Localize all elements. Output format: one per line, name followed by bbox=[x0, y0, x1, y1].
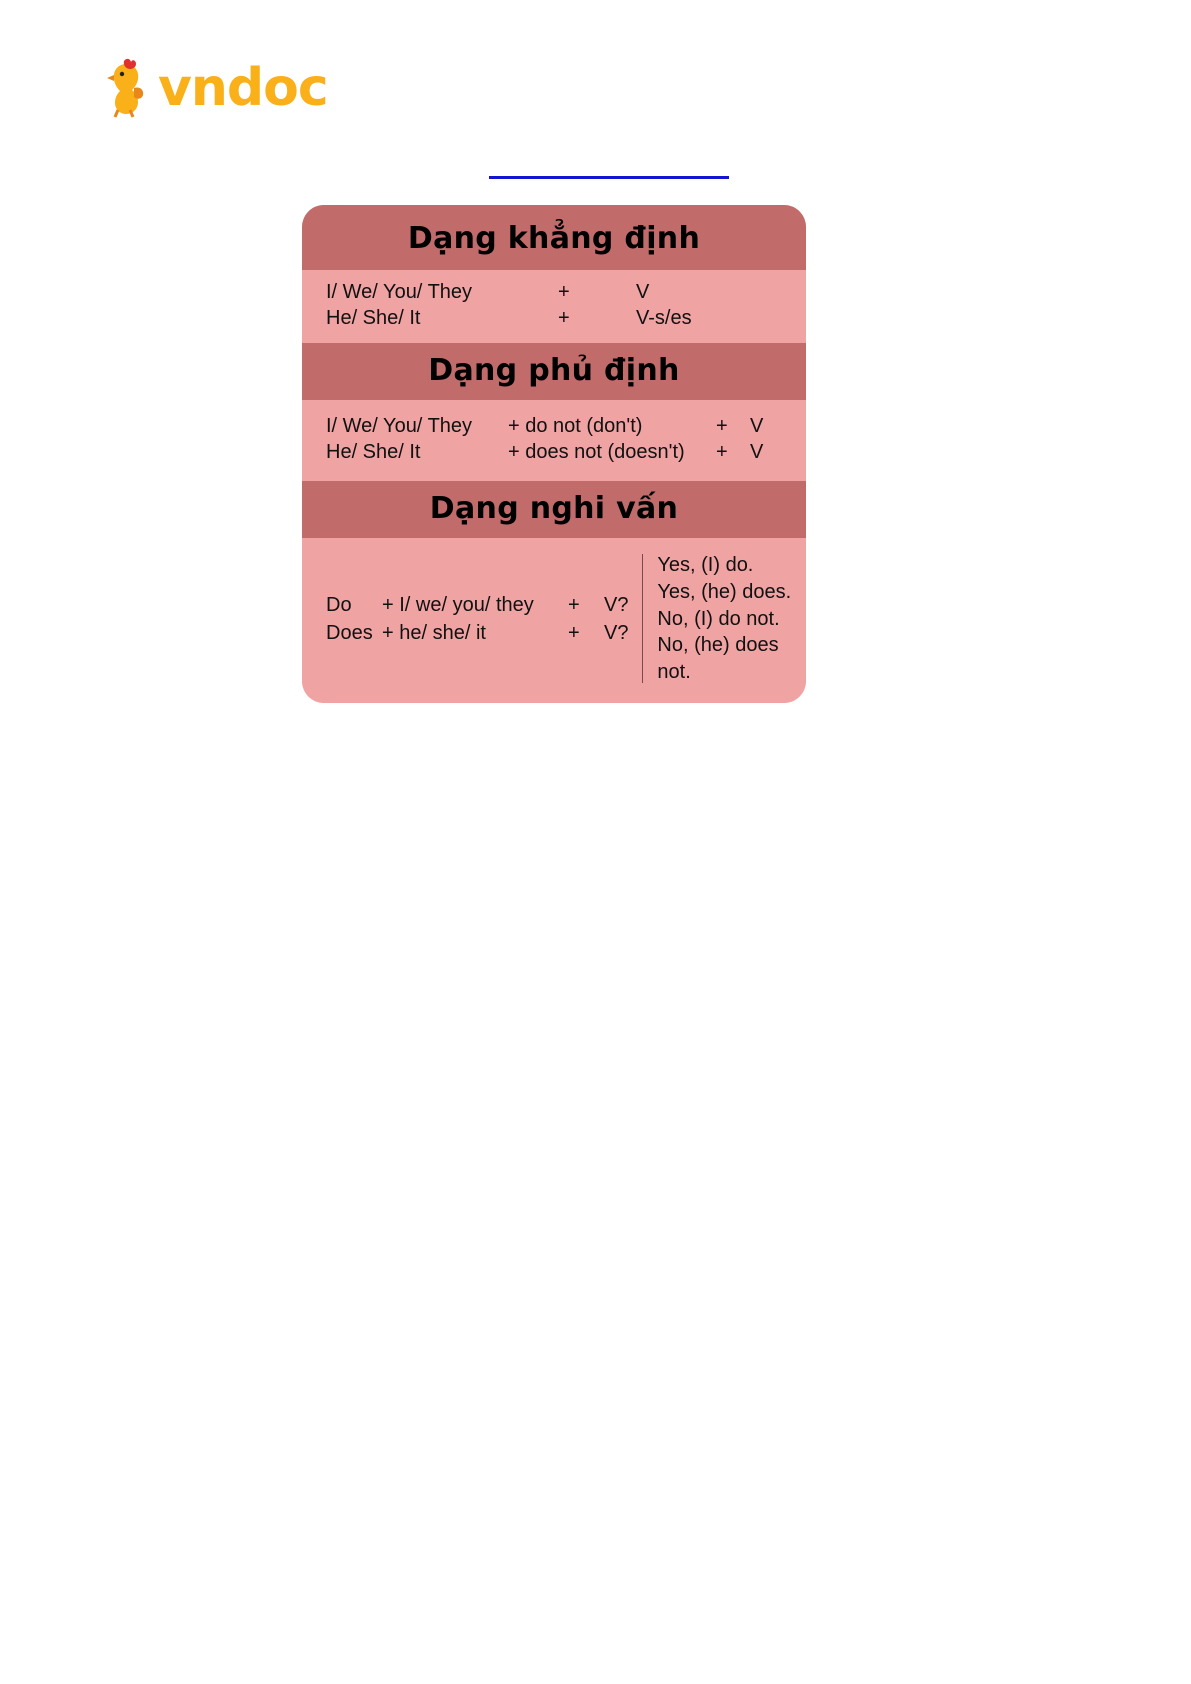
subject-cell: I/ We/ You/ They bbox=[326, 415, 473, 438]
subject-cell: I/ We/ You/ They bbox=[326, 281, 473, 303]
subject-cell: + he/ she/ it bbox=[382, 621, 486, 644]
auxiliary-cell: + does not (doesn't) bbox=[508, 440, 685, 463]
operator-cell: + bbox=[568, 621, 580, 644]
question-row bbox=[326, 619, 628, 647]
negative-row bbox=[326, 414, 806, 440]
verb-cell: V bbox=[636, 281, 650, 303]
question-heading: Dạng nghi vấn bbox=[302, 481, 806, 538]
operator-cell: + bbox=[568, 593, 580, 616]
auxiliary-cell: Do bbox=[326, 593, 352, 616]
operator-cell: + bbox=[716, 415, 728, 438]
verb-cell: V-s/es bbox=[636, 306, 692, 329]
verb-cell: V bbox=[750, 415, 764, 438]
operator-cell: + bbox=[558, 306, 570, 329]
negative-heading: Dạng phủ định bbox=[302, 343, 806, 400]
auxiliary-cell: Does bbox=[326, 621, 373, 644]
operator-cell: + bbox=[716, 440, 728, 463]
question-row bbox=[326, 591, 628, 619]
question-structures bbox=[326, 591, 642, 647]
short-answer-item: No, (I) do not. bbox=[657, 607, 780, 630]
tense-structure-card bbox=[302, 205, 806, 703]
verb-cell: V bbox=[750, 440, 764, 463]
affirmative-row bbox=[326, 280, 806, 306]
verb-cell: V? bbox=[604, 621, 629, 644]
chicken-mascot-icon bbox=[104, 58, 150, 118]
affirmative-heading: Dạng khẳng định bbox=[302, 205, 806, 270]
section-divider bbox=[489, 176, 729, 179]
subject-cell: He/ She/ It bbox=[326, 440, 421, 463]
operator-cell: + bbox=[558, 281, 570, 303]
short-answer-item: Yes, (I) do. bbox=[657, 554, 754, 577]
auxiliary-cell: + do not (don't) bbox=[508, 415, 643, 438]
question-body bbox=[302, 538, 806, 703]
site-logo bbox=[104, 58, 328, 118]
negative-row bbox=[326, 440, 806, 466]
negative-body bbox=[302, 400, 806, 481]
subject-cell: He/ She/ It bbox=[326, 306, 421, 329]
brand-name: vndoc bbox=[158, 58, 328, 118]
subject-cell: + I/ we/ you/ they bbox=[382, 593, 534, 616]
short-answers bbox=[643, 552, 806, 685]
short-answer-item: Yes, (he) does. bbox=[657, 580, 792, 603]
affirmative-body bbox=[302, 270, 806, 343]
affirmative-row bbox=[326, 306, 806, 332]
short-answer-item: No, (he) does not. bbox=[657, 634, 779, 683]
verb-cell: V? bbox=[604, 593, 629, 616]
